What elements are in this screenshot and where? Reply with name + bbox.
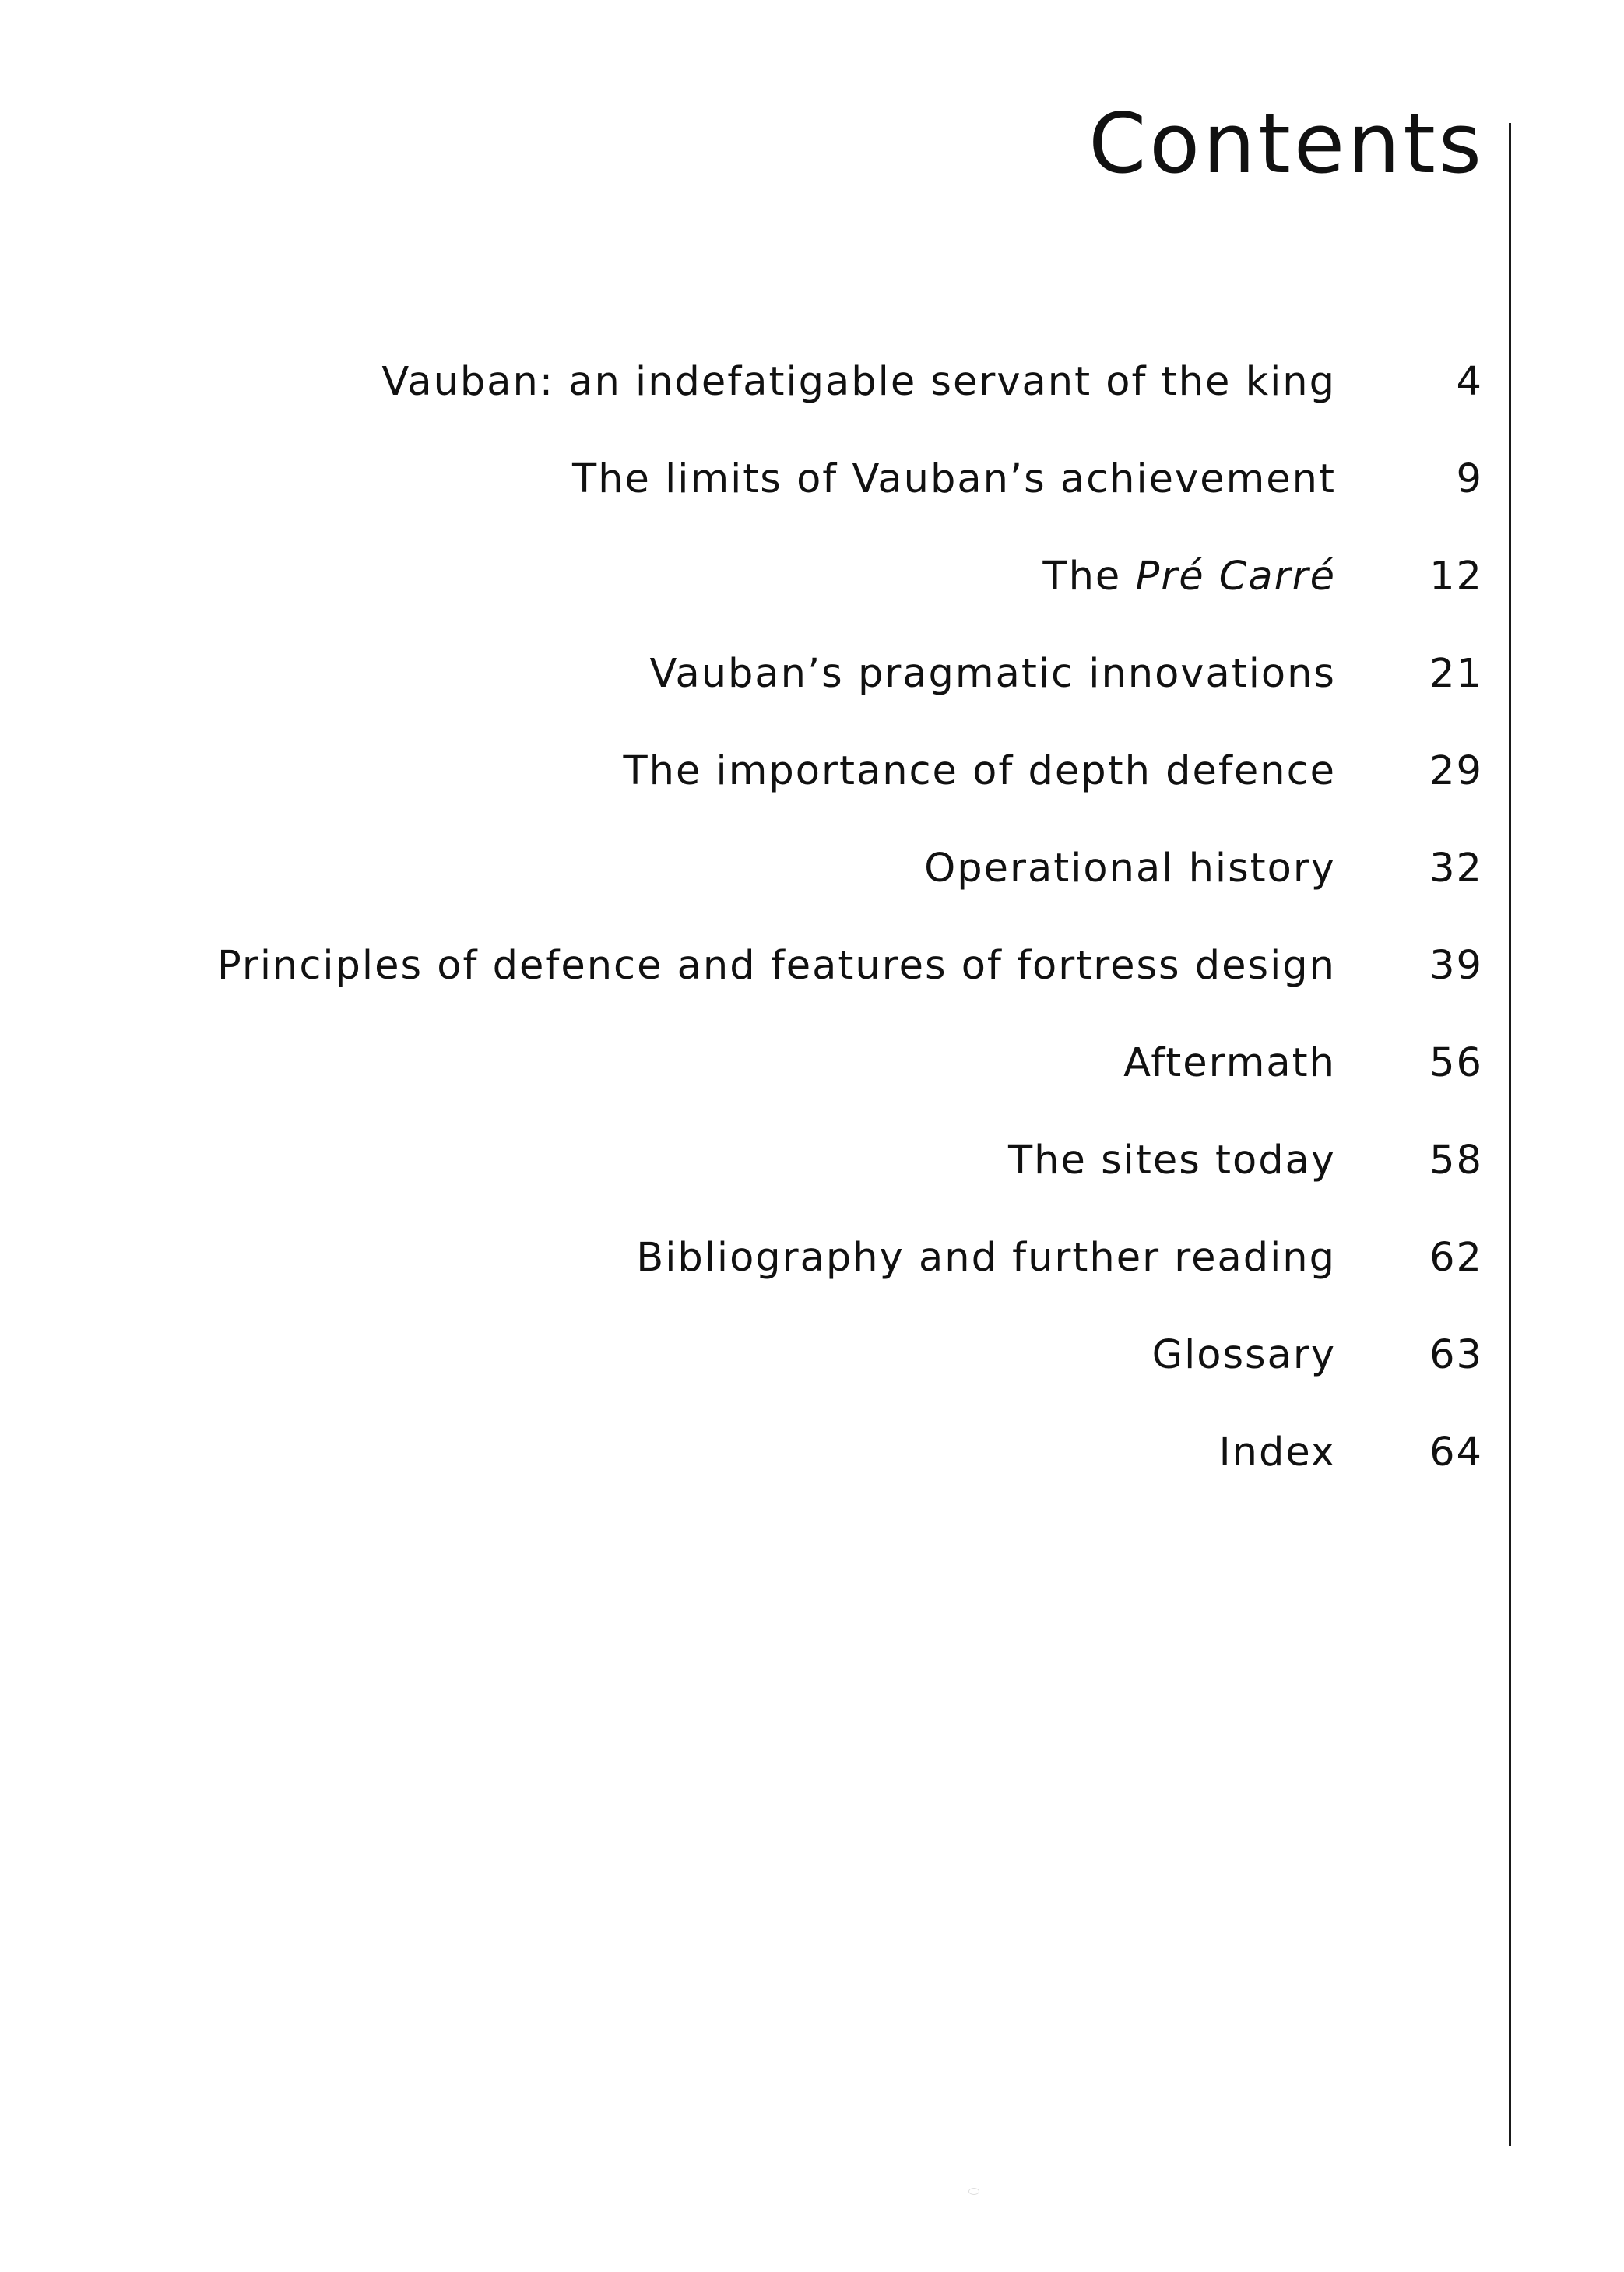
toc-entry-page: 32 xyxy=(1429,846,1483,892)
toc-entry-title: The sites today xyxy=(1008,1138,1336,1183)
toc-entry-page: 64 xyxy=(1429,1430,1483,1475)
toc-entry-title: The importance of depth defence xyxy=(623,748,1336,794)
toc-entry-page: 62 xyxy=(1429,1235,1483,1281)
toc-entry xyxy=(0,554,1624,619)
toc-entry xyxy=(0,846,1624,911)
toc-entry-title: Principles of defence and features of fortress design xyxy=(217,943,1336,989)
toc-entry-page: 12 xyxy=(1429,554,1483,600)
toc-entry-page: 63 xyxy=(1429,1332,1483,1378)
toc-entry-title: Vauban: an indefatigable servant of the king xyxy=(381,359,1336,405)
toc-entry xyxy=(0,1235,1624,1300)
toc-entry xyxy=(0,1138,1624,1203)
toc-entry xyxy=(0,943,1624,1008)
toc-entry-page: 56 xyxy=(1429,1040,1483,1086)
toc-entry-page: 9 xyxy=(1456,456,1483,502)
toc-entry-page: 39 xyxy=(1429,943,1483,989)
toc-entry-page: 4 xyxy=(1456,359,1483,405)
toc-entry-title: Index xyxy=(1218,1430,1336,1475)
toc-entry xyxy=(0,1332,1624,1398)
paper-speck xyxy=(968,2188,979,2195)
toc-entry xyxy=(0,1040,1624,1106)
toc-entry xyxy=(0,359,1624,424)
toc-entry-title: The Pré Carré xyxy=(1042,554,1336,600)
toc-entry-title: Vauban’s pragmatic innovations xyxy=(649,651,1336,697)
page-title: Contents xyxy=(1088,96,1485,192)
toc-entry-page: 58 xyxy=(1429,1138,1483,1183)
toc-entry xyxy=(0,456,1624,522)
toc-entry-title: The limits of Vauban’s achievement xyxy=(572,456,1336,502)
toc-entry xyxy=(0,651,1624,716)
toc-entry xyxy=(0,1430,1624,1495)
vertical-rule xyxy=(1509,123,1511,2146)
toc-entry-title: Glossary xyxy=(1151,1332,1336,1378)
toc-entry-title: Bibliography and further reading xyxy=(636,1235,1336,1281)
toc-entry-title: Aftermath xyxy=(1123,1040,1336,1086)
toc-entry-page: 21 xyxy=(1429,651,1483,697)
toc-entry-page: 29 xyxy=(1429,748,1483,794)
toc-entry-title: Operational history xyxy=(924,846,1336,892)
toc-entry xyxy=(0,748,1624,814)
